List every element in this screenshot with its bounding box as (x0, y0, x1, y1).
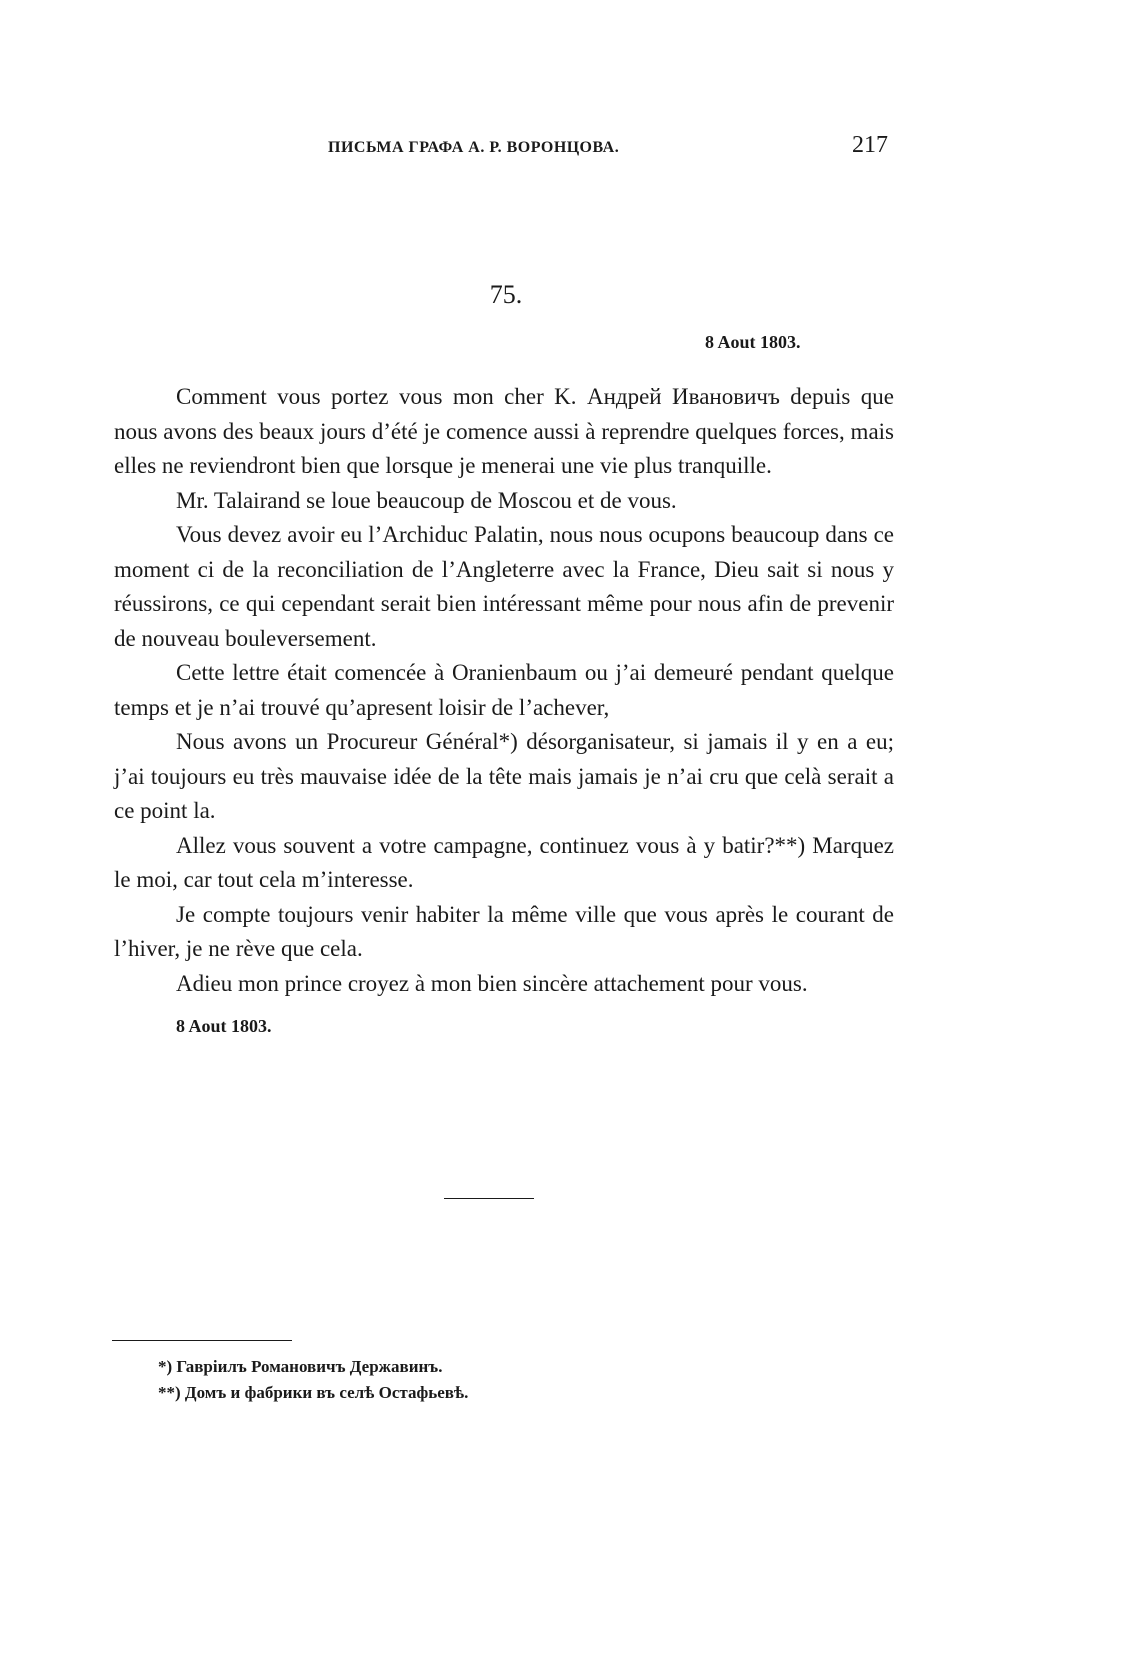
letter-date-top: 8 Aout 1803. (705, 332, 801, 352)
footnotes (158, 1354, 468, 1406)
section-separator (444, 1198, 534, 1199)
paragraph: Nous avons un Procureur Général*) désorganisateur, si jamais il y en a eu; j’ai toujours eu très mauvaise idée de la tête mais jamais je n’ai cru que celà serait a ce point la. (114, 729, 894, 823)
paragraph: Comment vous portez vous mon cher K. Андрей Ивановичъ depuis que nous avons des beaux jours d’été je comence aussi à reprendre quelques forces, mais elles ne reviendront bien que lorsque je menerai une vie plus tranquille. (114, 384, 894, 478)
page-number: 217 (852, 132, 888, 158)
paragraph: Adieu mon prince croyez à mon bien sincère attachement pour vous. (176, 970, 808, 996)
paragraph: Je compte toujours venir habiter la même ville que vous après le courant de l’hiver, je ne rève que cela. (114, 901, 894, 961)
footnote-rule (112, 1340, 292, 1341)
footnote: **) Домъ и фабрики въ селѣ Остафьевѣ. (158, 1383, 469, 1402)
running-title: ПИСЬМА ГРАФА А. Р. ВОРОНЦОВА. (328, 139, 620, 156)
letter-number: 75. (489, 280, 523, 309)
letter-body (114, 380, 894, 1044)
footnote: *) Гавріилъ Романовичъ Державинъ. (158, 1357, 443, 1376)
paragraph: Vous devez avoir eu l’Archiduc Palatin, nous nous ocupons beaucoup dans ce moment ci de la reconciliation de l’Angleterre avec la France, Dieu sait si nous y réussirons, ce qui cependant serait bien intéressant même pour nous afin de prevenir de nouveau bouleversement. (114, 522, 894, 651)
paragraph: Cette lettre était comencée à Oranienbaum ou j’ai demeuré pendant quelque temps et je n’ai trouvé qu’apresent loisir de l’achever, (114, 660, 894, 720)
running-head (328, 132, 888, 159)
letter-date-closing: 8 Aout 1803. (176, 1016, 272, 1036)
paragraph: Allez vous souvent a votre campagne, continuez vous à y batir?**) Marquez le moi, car tout cela m’interesse. (114, 832, 894, 892)
paragraph: Mr. Talairand se loue beaucoup de Moscou et de vous. (176, 487, 677, 513)
